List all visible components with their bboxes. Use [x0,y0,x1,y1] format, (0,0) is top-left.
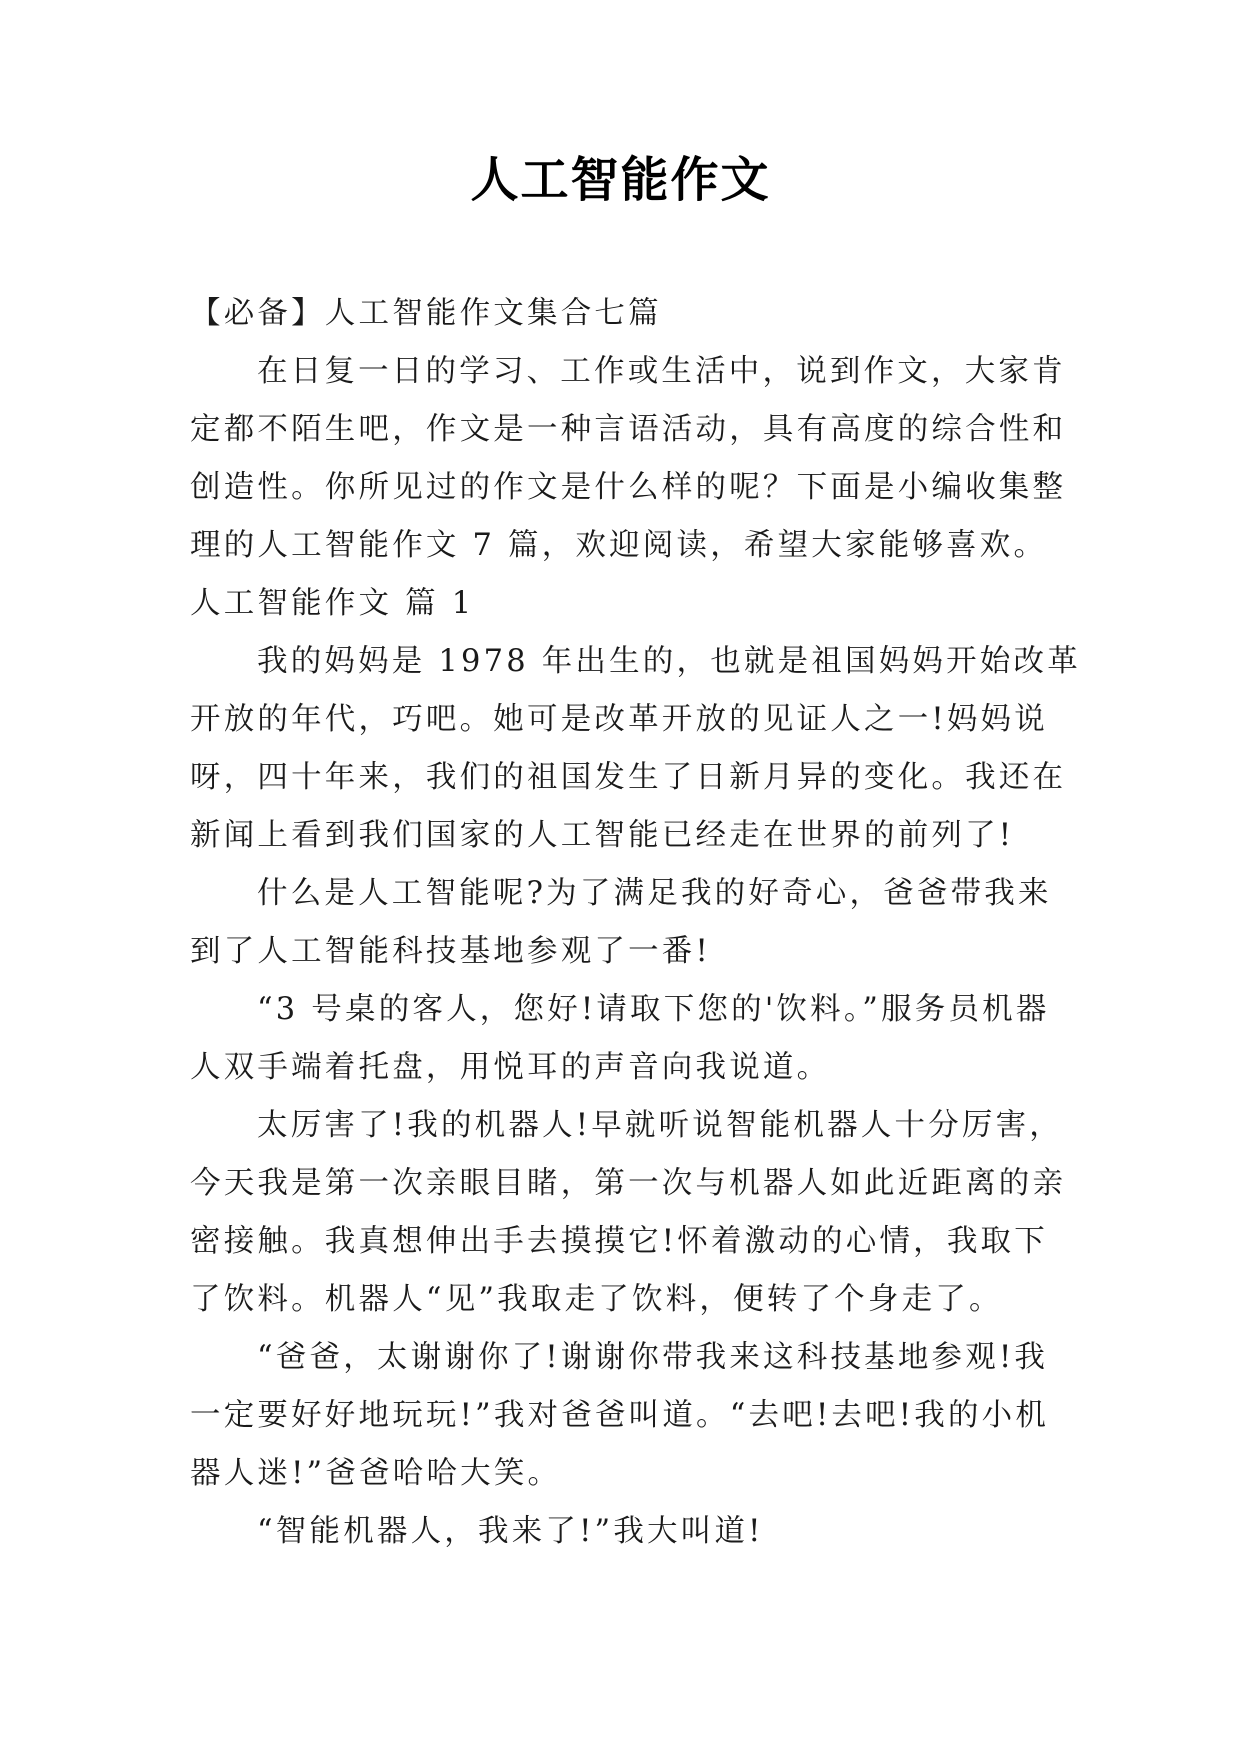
document-body [190,285,1081,1561]
document-subtitle: 【必备】人工智能作文集合七篇 [190,296,662,331]
paragraph-line: 在日复一日的学习、工作或生活中，说到作文，大家肯 [257,354,1066,389]
paragraph [190,865,1060,981]
paragraph [190,633,1081,865]
paragraph [190,1097,1067,1329]
paragraph-line: 今天我是第一次亲眼目睹，第一次与机器人如此近距离的亲 [190,1166,1067,1201]
paragraph-line: 密接触。我真想伸出手去摸摸它!怀着激动的心情，我取下 [190,1224,1048,1259]
paragraph-line: 太厉害了!我的机器人!早就听说智能机器人十分厉害， [257,1108,1064,1143]
paragraph [190,1329,1060,1503]
paragraph-line: 创造性。你所见过的作文是什么样的呢？下面是小编收集整 [190,470,1067,505]
document-title: 人工智能作文 [470,152,771,208]
paragraph-line: 一定要好好地玩玩!”我对爸爸叫道。“去吧!去吧!我的小机 [190,1398,1050,1433]
paragraph-line: 什么是人工智能呢?为了满足我的好奇心，爸爸带我来 [257,876,1052,911]
paragraph-line: 呀，四十年来，我们的祖国发生了日新月异的变化。我还在 [190,760,1067,795]
paragraph [190,981,1060,1097]
paragraph [190,575,1060,633]
paragraph-line: 人双手端着托盘，用悦耳的声音向我说道。 [190,1050,831,1085]
paragraph-line: 了饮料。机器人“见”我取走了饮料，便转了个身走了。 [190,1282,1003,1317]
paragraph-line: “3 号桌的客人，您好!请取下您的'饮料。”服务员机器 [257,992,1050,1027]
paragraph-line: 器人迷!”爸爸哈哈大笑。 [190,1456,562,1491]
paragraph-line: “爸爸，太谢谢你了!谢谢你带我来这科技基地参观!我 [257,1340,1049,1375]
paragraph-line: 我的妈妈是 1978 年出生的，也就是祖国妈妈开始改革 [257,644,1081,679]
paragraph [190,1503,1060,1561]
paragraph-line: 定都不陌生吧，作文是一种言语活动，具有高度的综合性和 [190,412,1067,447]
paragraph-line: “智能机器人，我来了!”我大叫道! [257,1514,764,1549]
paragraph-line: 理的人工智能作文 7 篇，欢迎阅读，希望大家能够喜欢。 [190,528,1048,563]
paragraph-line: 到了人工智能科技基地参观了一番! [190,934,711,969]
paragraph-list [190,343,1081,1561]
paragraph-line: 人工智能作文 篇 1 [190,586,475,621]
paragraph-line: 新闻上看到我们国家的人工智能已经走在世界的前列了! [190,818,1015,853]
paragraph [190,343,1067,575]
paragraph-line: 开放的年代，巧吧。她可是改革开放的见证人之一!妈妈说 [190,702,1048,737]
